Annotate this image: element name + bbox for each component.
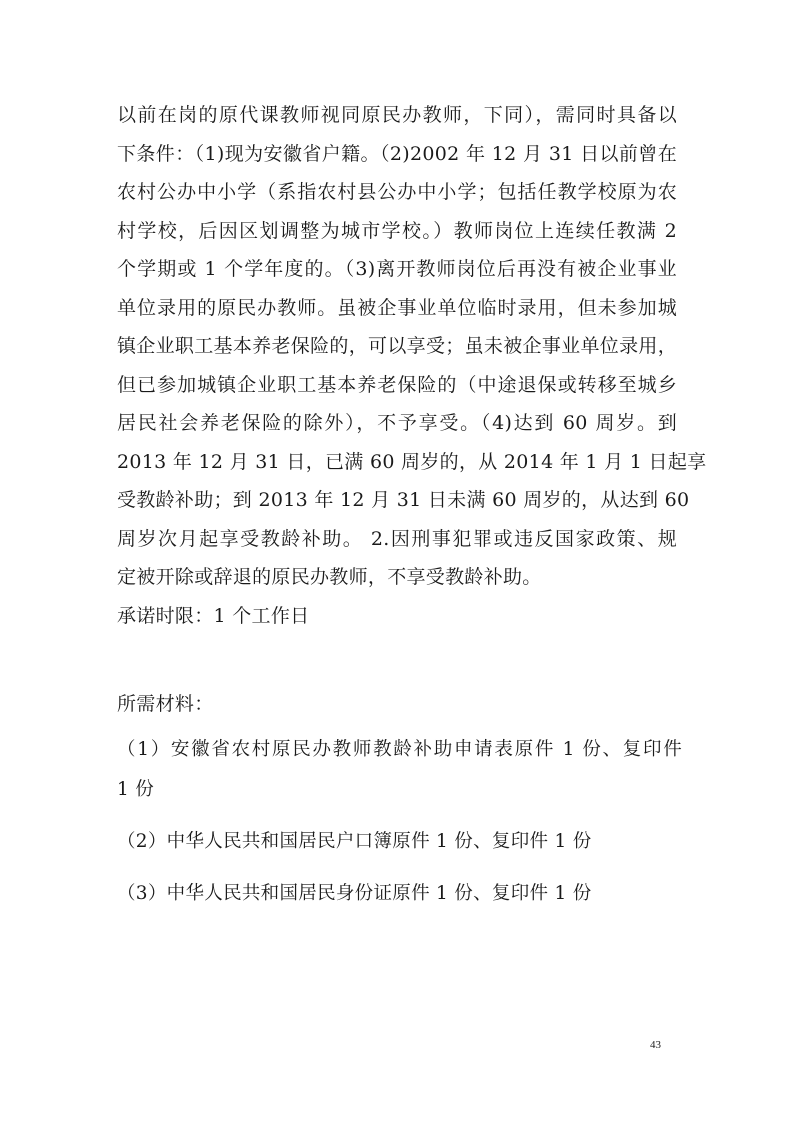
material-item: （1）安徽省农村原民办教师教龄补助申请表原件 1 份、复印件 <box>117 739 682 760</box>
paragraph-line: 下条件：（1)现为安徽省户籍。（2)2002 年 12 月 31 日以前曾在 <box>117 142 677 165</box>
paragraph-line: 镇企业职工基本养老保险的，可以享受；虽未被企事业单位录用， <box>117 335 677 357</box>
material-item: （2）中华人民共和国居民户口簿原件 1 份、复印件 1 份 <box>117 831 592 852</box>
materials-heading: 所需材料： <box>117 693 214 715</box>
eligibility-paragraph <box>117 96 707 635</box>
paragraph-line: 周岁次月起享受教龄补助。 2.因刑事犯罪或违反国家政策、规 <box>117 527 677 550</box>
commitment-time: 承诺时限：1 个工作日 <box>117 604 310 627</box>
page-number: 43 <box>650 1039 661 1051</box>
paragraph-line: 定被开除或辞退的原民办教师，不享受教龄补助。 <box>117 566 542 588</box>
required-materials <box>117 684 682 914</box>
paragraph-line: 2013 年 12 月 31 日，已满 60 周岁的，从 2014 年 1 月 1 日起享 <box>117 450 707 473</box>
paragraph-line: 单位录用的原民办教师。虽被企事业单位临时录用，但未参加城 <box>117 296 677 319</box>
paragraph-line: 农村公办中小学（系指农村县公办中小学；包括任教学校原为农 <box>117 181 677 203</box>
paragraph-line: 居民社会养老保险的除外），不予享受。（4)达到 60 周岁。到 <box>117 412 677 434</box>
paragraph-line: 但已参加城镇企业职工基本养老保险的（中途退保或转移至城乡 <box>117 373 677 396</box>
paragraph-line: 村学校，后因区划调整为城市学校。）教师岗位上连续任教满 2 <box>117 219 677 242</box>
paragraph-line: 个学期或 1 个学年度的。（3)离开教师岗位后再没有被企业事业 <box>117 258 677 280</box>
material-item: （3）中华人民共和国居民身份证原件 1 份、复印件 1 份 <box>117 883 592 904</box>
material-item-continuation: 1 份 <box>117 779 155 800</box>
paragraph-line: 受教龄补助；到 2013 年 12 月 31 日未满 60 周岁的，从达到 60 <box>117 489 690 511</box>
paragraph-line: 以前在岗的原代课教师视同原民办教师，下同），需同时具备以 <box>117 104 677 126</box>
